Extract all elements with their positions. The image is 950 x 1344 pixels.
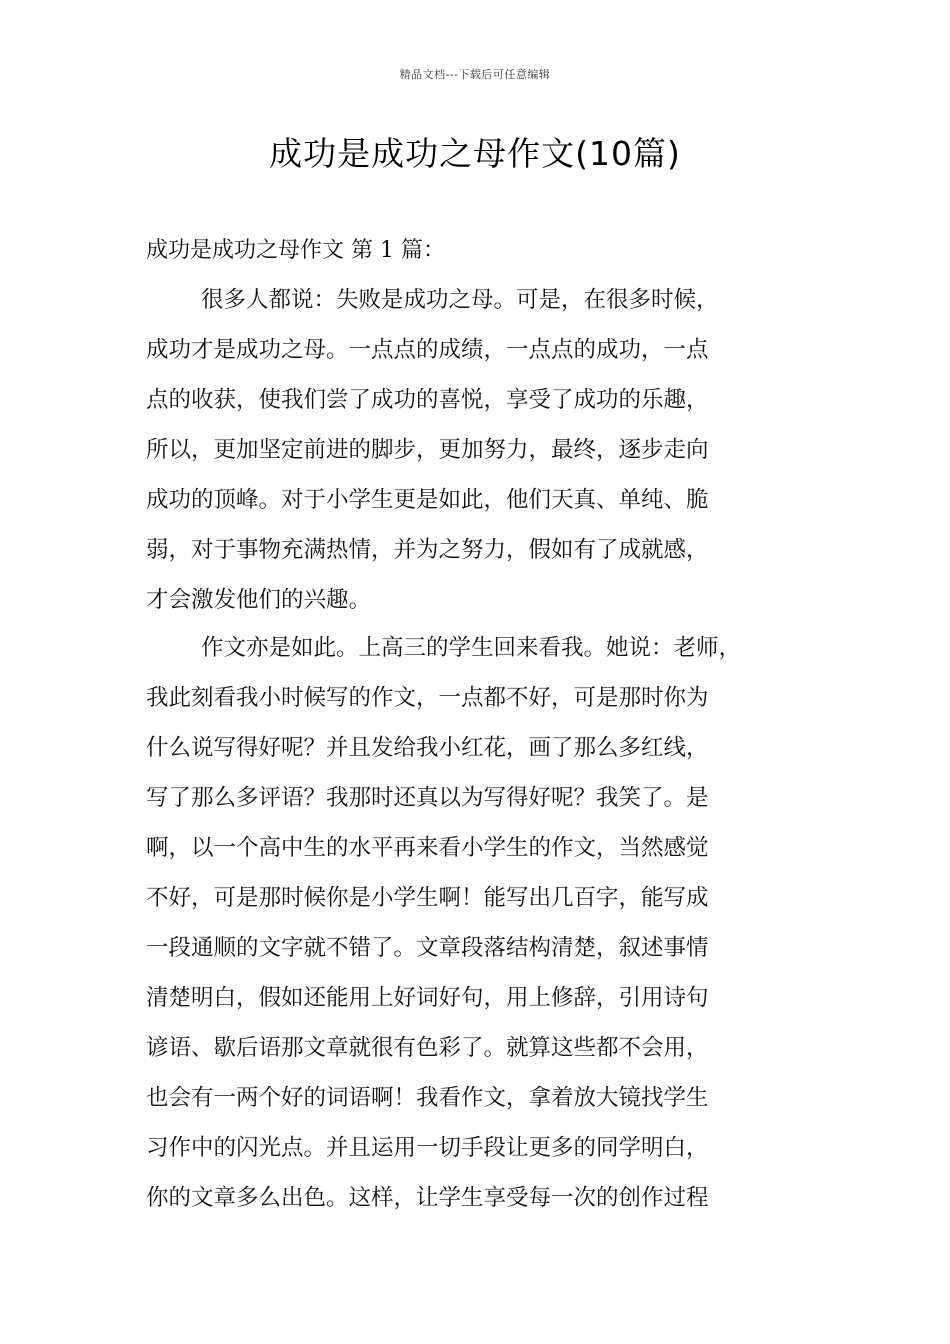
section-heading: 成功是成功之母作文 第 1 篇： bbox=[146, 238, 445, 263]
paragraph-line: 一段通顺的文字就不错了。文章段落结构清楚，叙述事情 bbox=[146, 935, 709, 961]
document-title: 成功是成功之母作文(10篇) bbox=[269, 134, 681, 173]
paragraph-line: 我此刻看我小时候写的作文，一点都不好，可是那时你为 bbox=[146, 685, 709, 711]
paragraph-line: 啊，以一个高中生的水平再来看小学生的作文，当然感觉 bbox=[146, 835, 709, 861]
paragraph-2 bbox=[146, 623, 811, 1223]
paragraph-line: 成功的顶峰。对于小学生更是如此，他们天真、单纯、脆 bbox=[146, 487, 709, 513]
paragraph-line: 弱，对于事物充满热情，并为之努力，假如有了成就感， bbox=[146, 537, 709, 563]
header-note: 精品文档---下载后可任意编辑 bbox=[399, 68, 551, 81]
paragraph-line: 你的文章多么出色。这样，让学生享受每一次的创作过程 bbox=[146, 1185, 709, 1211]
paragraph-line: 谚语、歇后语那文章就很有色彩了。就算这些都不会用， bbox=[146, 1035, 709, 1061]
paragraph-line: 什么说写得好呢？并且发给我小红花，画了那么多红线， bbox=[146, 735, 709, 761]
paragraph-line: 写了那么多评语？我那时还真以为写得好呢？我笑了。是 bbox=[146, 785, 709, 811]
paragraph-line: 很多人都说：失败是成功之母。可是，在很多时候， bbox=[201, 287, 719, 313]
paragraph-line: 也会有一两个好的词语啊！我看作文，拿着放大镜找学生 bbox=[146, 1085, 709, 1111]
paragraph-line: 才会激发他们的兴趣。 bbox=[146, 587, 372, 613]
paragraph-line: 成功才是成功之母。一点点的成绩，一点点的成功，一点 bbox=[146, 337, 709, 363]
paragraph-line: 点的收获，使我们尝了成功的喜悦，享受了成功的乐趣， bbox=[146, 387, 709, 413]
paragraph-line: 清楚明白，假如还能用上好词好句，用上修辞，引用诗句 bbox=[146, 985, 709, 1011]
paragraph-line: 习作中的闪光点。并且运用一切手段让更多的同学明白， bbox=[146, 1135, 709, 1161]
paragraph-1 bbox=[146, 275, 811, 625]
paragraph-line: 作文亦是如此。上高三的学生回来看我。她说：老师， bbox=[201, 635, 742, 661]
paragraph-line: 所以，更加坚定前进的脚步，更加努力，最终，逐步走向 bbox=[146, 437, 709, 463]
paragraph-line: 不好，可是那时候你是小学生啊！能写出几百字，能写成 bbox=[146, 885, 709, 911]
